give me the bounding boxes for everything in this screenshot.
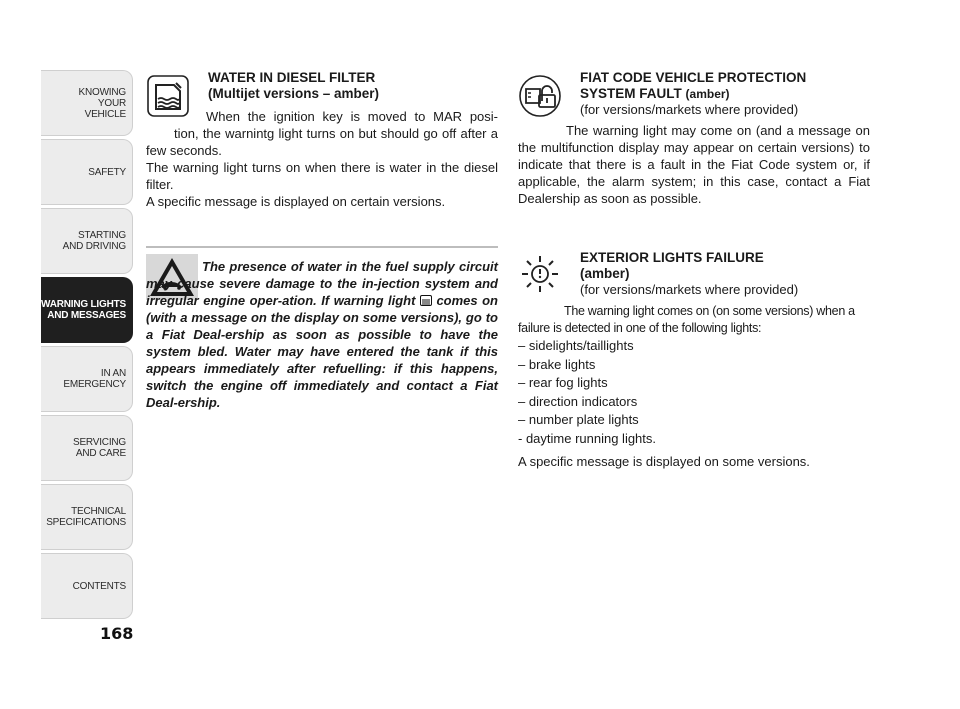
water-p2: The warning light turns on when there is water in the diesel filter. xyxy=(146,160,498,192)
water-in-diesel-section xyxy=(146,70,498,210)
exterior-subtitle-bold: (amber) xyxy=(580,266,630,281)
water-title: WATER IN DIESEL FILTER xyxy=(208,70,376,85)
exterior-title: EXTERIOR LIGHTS FAILURE xyxy=(580,250,764,265)
tab-knowing-your-vehicle[interactable]: KNOWING YOUR VEHICLE xyxy=(41,70,133,136)
water-p1b: tion, the warnintg light turns on but should go off after a few seconds. xyxy=(146,126,498,158)
warning-text: The presence of water in the fuel supply circuit may cause severe damage to the in-jection system and irregular engine oper-ation. If warning light comes on (with a message on the display on some versions), go to a Fiat Deal-ership as soon as possible to have the system bled. Water may have entered the tank if this appears immediately after refuelling: if this happens, switch the engine off immediately and contact a Fiat Deal-ership. xyxy=(146,259,499,410)
tab-safety[interactable]: SAFETY xyxy=(41,139,133,205)
tab-servicing-and-care[interactable]: SERVICING AND CARE xyxy=(41,415,133,481)
exterior-intro: The warning light comes on (on some versions) when a failure is detected in one of the following lights: xyxy=(518,304,855,335)
exterior-lights-list xyxy=(518,337,870,448)
fiatcode-title-2: SYSTEM FAULT (amber) xyxy=(580,86,730,101)
tab-starting-and-driving[interactable]: STARTING AND DRIVING xyxy=(41,208,133,274)
list-item: – direction indicators xyxy=(518,393,638,409)
water-p1a: When the ignition key is moved to MAR posi- xyxy=(206,109,498,124)
exterior-subtitle: (for versions/markets where provided) xyxy=(580,282,799,297)
chapter-tabs xyxy=(41,70,133,622)
exterior-footer: A specific message is displayed on some versions. xyxy=(518,454,810,469)
fiatcode-title-1: FIAT CODE VEHICLE PROTECTION xyxy=(580,70,807,85)
list-item: – number plate lights xyxy=(518,412,639,427)
page-number: 168 xyxy=(100,624,134,643)
tab-technical-specifications[interactable]: TECHNICAL SPECIFICATIONS xyxy=(41,484,133,550)
tab-in-an-emergency[interactable]: IN AN EMERGENCY xyxy=(41,346,133,412)
water-subtitle: (Multijet versions – amber) xyxy=(208,86,380,101)
warning-rule xyxy=(146,246,498,248)
water-p3: A specific message is displayed on certain versions. xyxy=(146,194,446,209)
list-item: - daytime running lights. xyxy=(518,430,657,446)
list-item: – rear fog lights xyxy=(518,375,608,390)
fiatcode-body: The warning light may come on (and a message on the multifunction display may appear on certain versions) to indicate that there is a fault in the Fiat Code system or, if applicable, the alarm system; in this case, contact a Fiat Dealership as soon as possible. xyxy=(518,123,870,206)
tab-warning-lights-and-messages[interactable]: WARNING LIGHTS AND MESSAGES xyxy=(41,277,133,343)
fiatcode-subtitle: (for versions/markets where provided) xyxy=(580,102,799,117)
water-in-diesel-inline-icon xyxy=(420,295,432,306)
list-item: – sidelights/taillights xyxy=(518,338,634,353)
exterior-lights-section xyxy=(518,250,870,470)
fiat-code-section xyxy=(518,70,870,207)
tab-contents[interactable]: CONTENTS xyxy=(41,553,133,619)
list-item: – brake lights xyxy=(518,356,596,372)
